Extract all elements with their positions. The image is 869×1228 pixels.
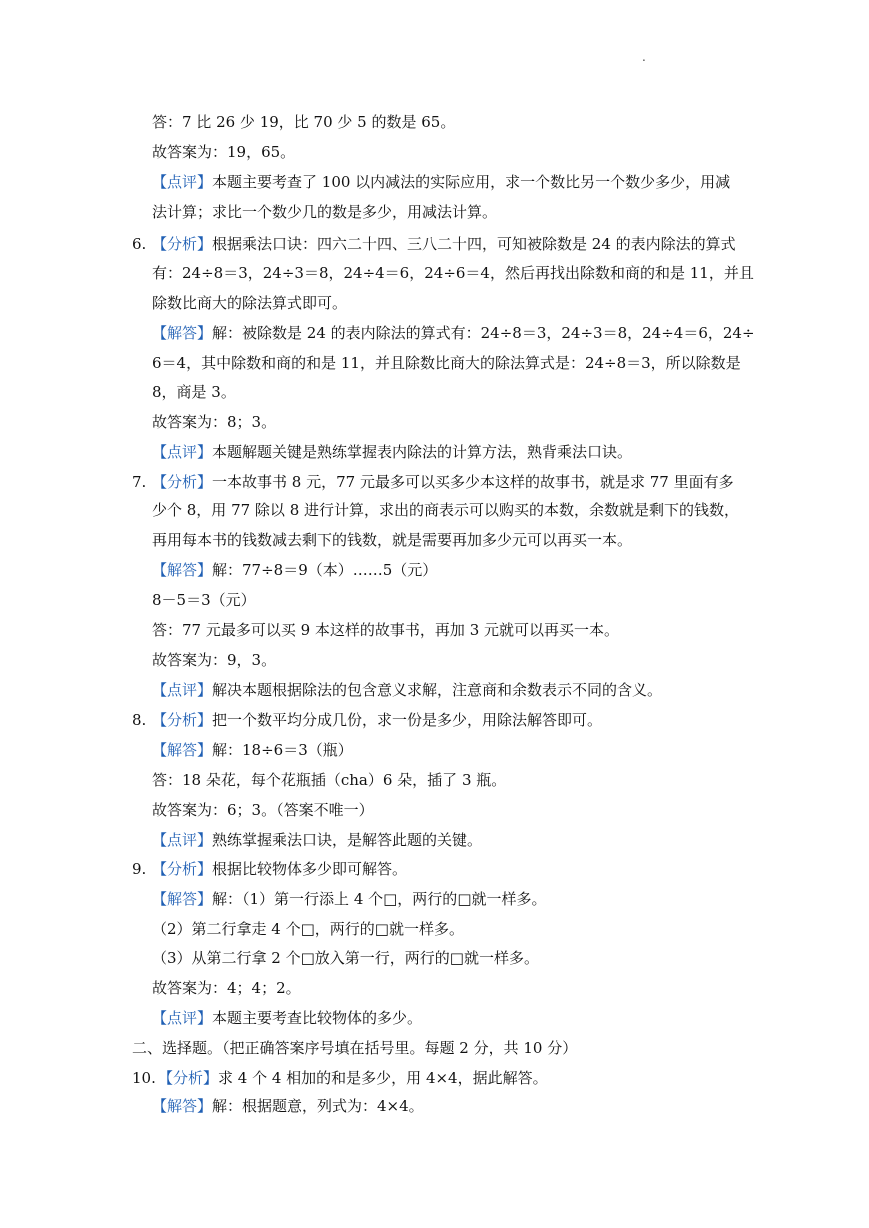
text-line bbox=[152, 948, 539, 968]
line-text: 故答案为：6；3。（答案不唯一） bbox=[152, 801, 374, 819]
line-text: 除数比商大的除法算式即可。 bbox=[152, 294, 348, 312]
section-tag: 【点评】 bbox=[152, 173, 213, 191]
text-line bbox=[152, 202, 497, 222]
text-line bbox=[152, 172, 730, 192]
section-tag: 【分析】 bbox=[158, 1069, 219, 1087]
line-text: 求 4 个 4 相加的和是多少，用 4×4，据此解答。 bbox=[218, 1069, 548, 1087]
section-tag: 【解答】 bbox=[152, 741, 213, 759]
text-line bbox=[152, 500, 739, 520]
text-line bbox=[152, 770, 506, 790]
text-line bbox=[132, 710, 602, 730]
line-text: 答：7 比 26 少 19，比 70 少 5 的数是 65。 bbox=[152, 113, 456, 131]
section-tag: 【分析】 bbox=[152, 473, 213, 491]
text-line bbox=[152, 1008, 422, 1028]
text-line bbox=[132, 234, 736, 254]
line-text: 有：24÷8＝3，24÷3＝8，24÷4＝6，24÷6＝4，然后再找出除数和商的和是 11，并且 bbox=[152, 264, 754, 282]
text-line bbox=[152, 889, 547, 909]
text-line bbox=[152, 740, 353, 760]
text-line bbox=[132, 1038, 577, 1058]
line-text: 根据乘法口诀：四六二十四、三八二十四，可知被除数是 24 的表内除法的算式 bbox=[212, 235, 736, 253]
text-line bbox=[152, 353, 741, 373]
line-text: （2）第二行拿走 4 个□，两行的□就一样多。 bbox=[152, 920, 464, 938]
text-line bbox=[152, 620, 619, 640]
question-number: 7. bbox=[132, 473, 147, 491]
text-line bbox=[132, 859, 407, 879]
header-mark: . bbox=[642, 50, 646, 64]
line-text: 故答案为：8；3。 bbox=[152, 413, 277, 431]
line-text: 少个 8，用 77 除以 8 进行计算，求出的商表示可以购买的本数，余数就是剩下的钱数， bbox=[152, 501, 740, 519]
text-line bbox=[152, 1096, 424, 1116]
text-line bbox=[152, 800, 374, 820]
section-tag: 【点评】 bbox=[152, 1009, 213, 1027]
line-text: （3）从第二行拿 2 个□放入第一行，两行的□就一样多。 bbox=[152, 949, 539, 967]
line-text: 解决本题根据除法的包含意义求解，注意商和余数表示不同的含义。 bbox=[212, 681, 663, 699]
line-text: 故答案为：19，65。 bbox=[152, 143, 296, 161]
line-text: 答：77 元最多可以买 9 本这样的故事书，再加 3 元就可以再买一本。 bbox=[152, 621, 620, 639]
text-line bbox=[152, 442, 632, 462]
text-line bbox=[152, 590, 256, 610]
text-line bbox=[132, 1068, 548, 1088]
question-number: 9. bbox=[132, 860, 147, 878]
line-text: 再用每本书的钱数减去剩下的钱数，就是需要再加多少元可以再买一本。 bbox=[152, 531, 633, 549]
line-text: 解：77÷8＝9（本）……5（元） bbox=[212, 561, 438, 579]
question-number: 10. bbox=[132, 1069, 156, 1087]
section-tag: 【点评】 bbox=[152, 831, 213, 849]
line-text: 6＝4，其中除数和商的和是 11，并且除数比商大的除法算式是：24÷8＝3，所以除数是 bbox=[152, 354, 741, 372]
text-line bbox=[152, 293, 347, 313]
line-text: 本题主要考查比较物体的多少。 bbox=[212, 1009, 423, 1027]
line-text: 根据比较物体多少即可解答。 bbox=[212, 860, 408, 878]
text-line bbox=[152, 650, 276, 670]
text-line bbox=[152, 830, 482, 850]
text-line bbox=[152, 978, 301, 998]
line-text: 解：根据题意，列式为：4×4。 bbox=[212, 1097, 424, 1115]
line-text: 把一个数平均分成几份，求一份是多少，用除法解答即可。 bbox=[212, 711, 603, 729]
text-line bbox=[152, 112, 455, 132]
line-text: 答：18 朵花，每个花瓶插（cha）6 朵，插了 3 瓶。 bbox=[152, 771, 507, 789]
section-tag: 【解答】 bbox=[152, 890, 213, 908]
line-text: 故答案为：9，3。 bbox=[152, 651, 277, 669]
line-text: 解：（1）第一行添上 4 个□，两行的□就一样多。 bbox=[212, 890, 547, 908]
line-text: 二、选择题。（把正确答案序号填在括号里。每题 2 分，共 10 分） bbox=[132, 1039, 578, 1057]
question-number: 8. bbox=[132, 711, 147, 729]
line-text: 本题主要考查了 100 以内减法的实际应用，求一个数比另一个数少多少，用减 bbox=[212, 173, 731, 191]
section-tag: 【分析】 bbox=[152, 235, 213, 253]
line-text: 8，商是 3。 bbox=[152, 383, 236, 401]
text-line bbox=[152, 323, 755, 343]
line-text: 一本故事书 8 元，77 元最多可以买多少本这样的故事书，就是求 77 里面有多 bbox=[212, 473, 734, 491]
section-tag: 【解答】 bbox=[152, 324, 213, 342]
text-line bbox=[152, 142, 295, 162]
section-tag: 【点评】 bbox=[152, 443, 213, 461]
text-line bbox=[132, 472, 734, 492]
text-line bbox=[152, 919, 464, 939]
question-number: 6. bbox=[132, 235, 147, 253]
section-tag: 【解答】 bbox=[152, 561, 213, 579]
line-text: 8－5＝3（元） bbox=[152, 591, 256, 609]
text-line bbox=[152, 412, 276, 432]
text-line bbox=[152, 263, 754, 283]
section-tag: 【分析】 bbox=[152, 860, 213, 878]
text-line bbox=[152, 530, 632, 550]
line-text: 解：18÷6＝3（瓶） bbox=[212, 741, 353, 759]
line-text: 解：被除数是 24 的表内除法的算式有：24÷8＝3，24÷3＝8，24÷4＝6，24÷ bbox=[212, 324, 755, 342]
section-tag: 【解答】 bbox=[152, 1097, 213, 1115]
text-line bbox=[152, 382, 236, 402]
text-line bbox=[152, 560, 437, 580]
line-text: 本题解题关键是熟练掌握表内除法的计算方法，熟背乘法口诀。 bbox=[212, 443, 633, 461]
text-line bbox=[152, 680, 662, 700]
line-text: 法计算；求比一个数少几的数是多少，用减法计算。 bbox=[152, 203, 498, 221]
section-tag: 【点评】 bbox=[152, 681, 213, 699]
line-text: 故答案为：4；4；2。 bbox=[152, 979, 301, 997]
line-text: 熟练掌握乘法口诀，是解答此题的关键。 bbox=[212, 831, 483, 849]
section-tag: 【分析】 bbox=[152, 711, 213, 729]
